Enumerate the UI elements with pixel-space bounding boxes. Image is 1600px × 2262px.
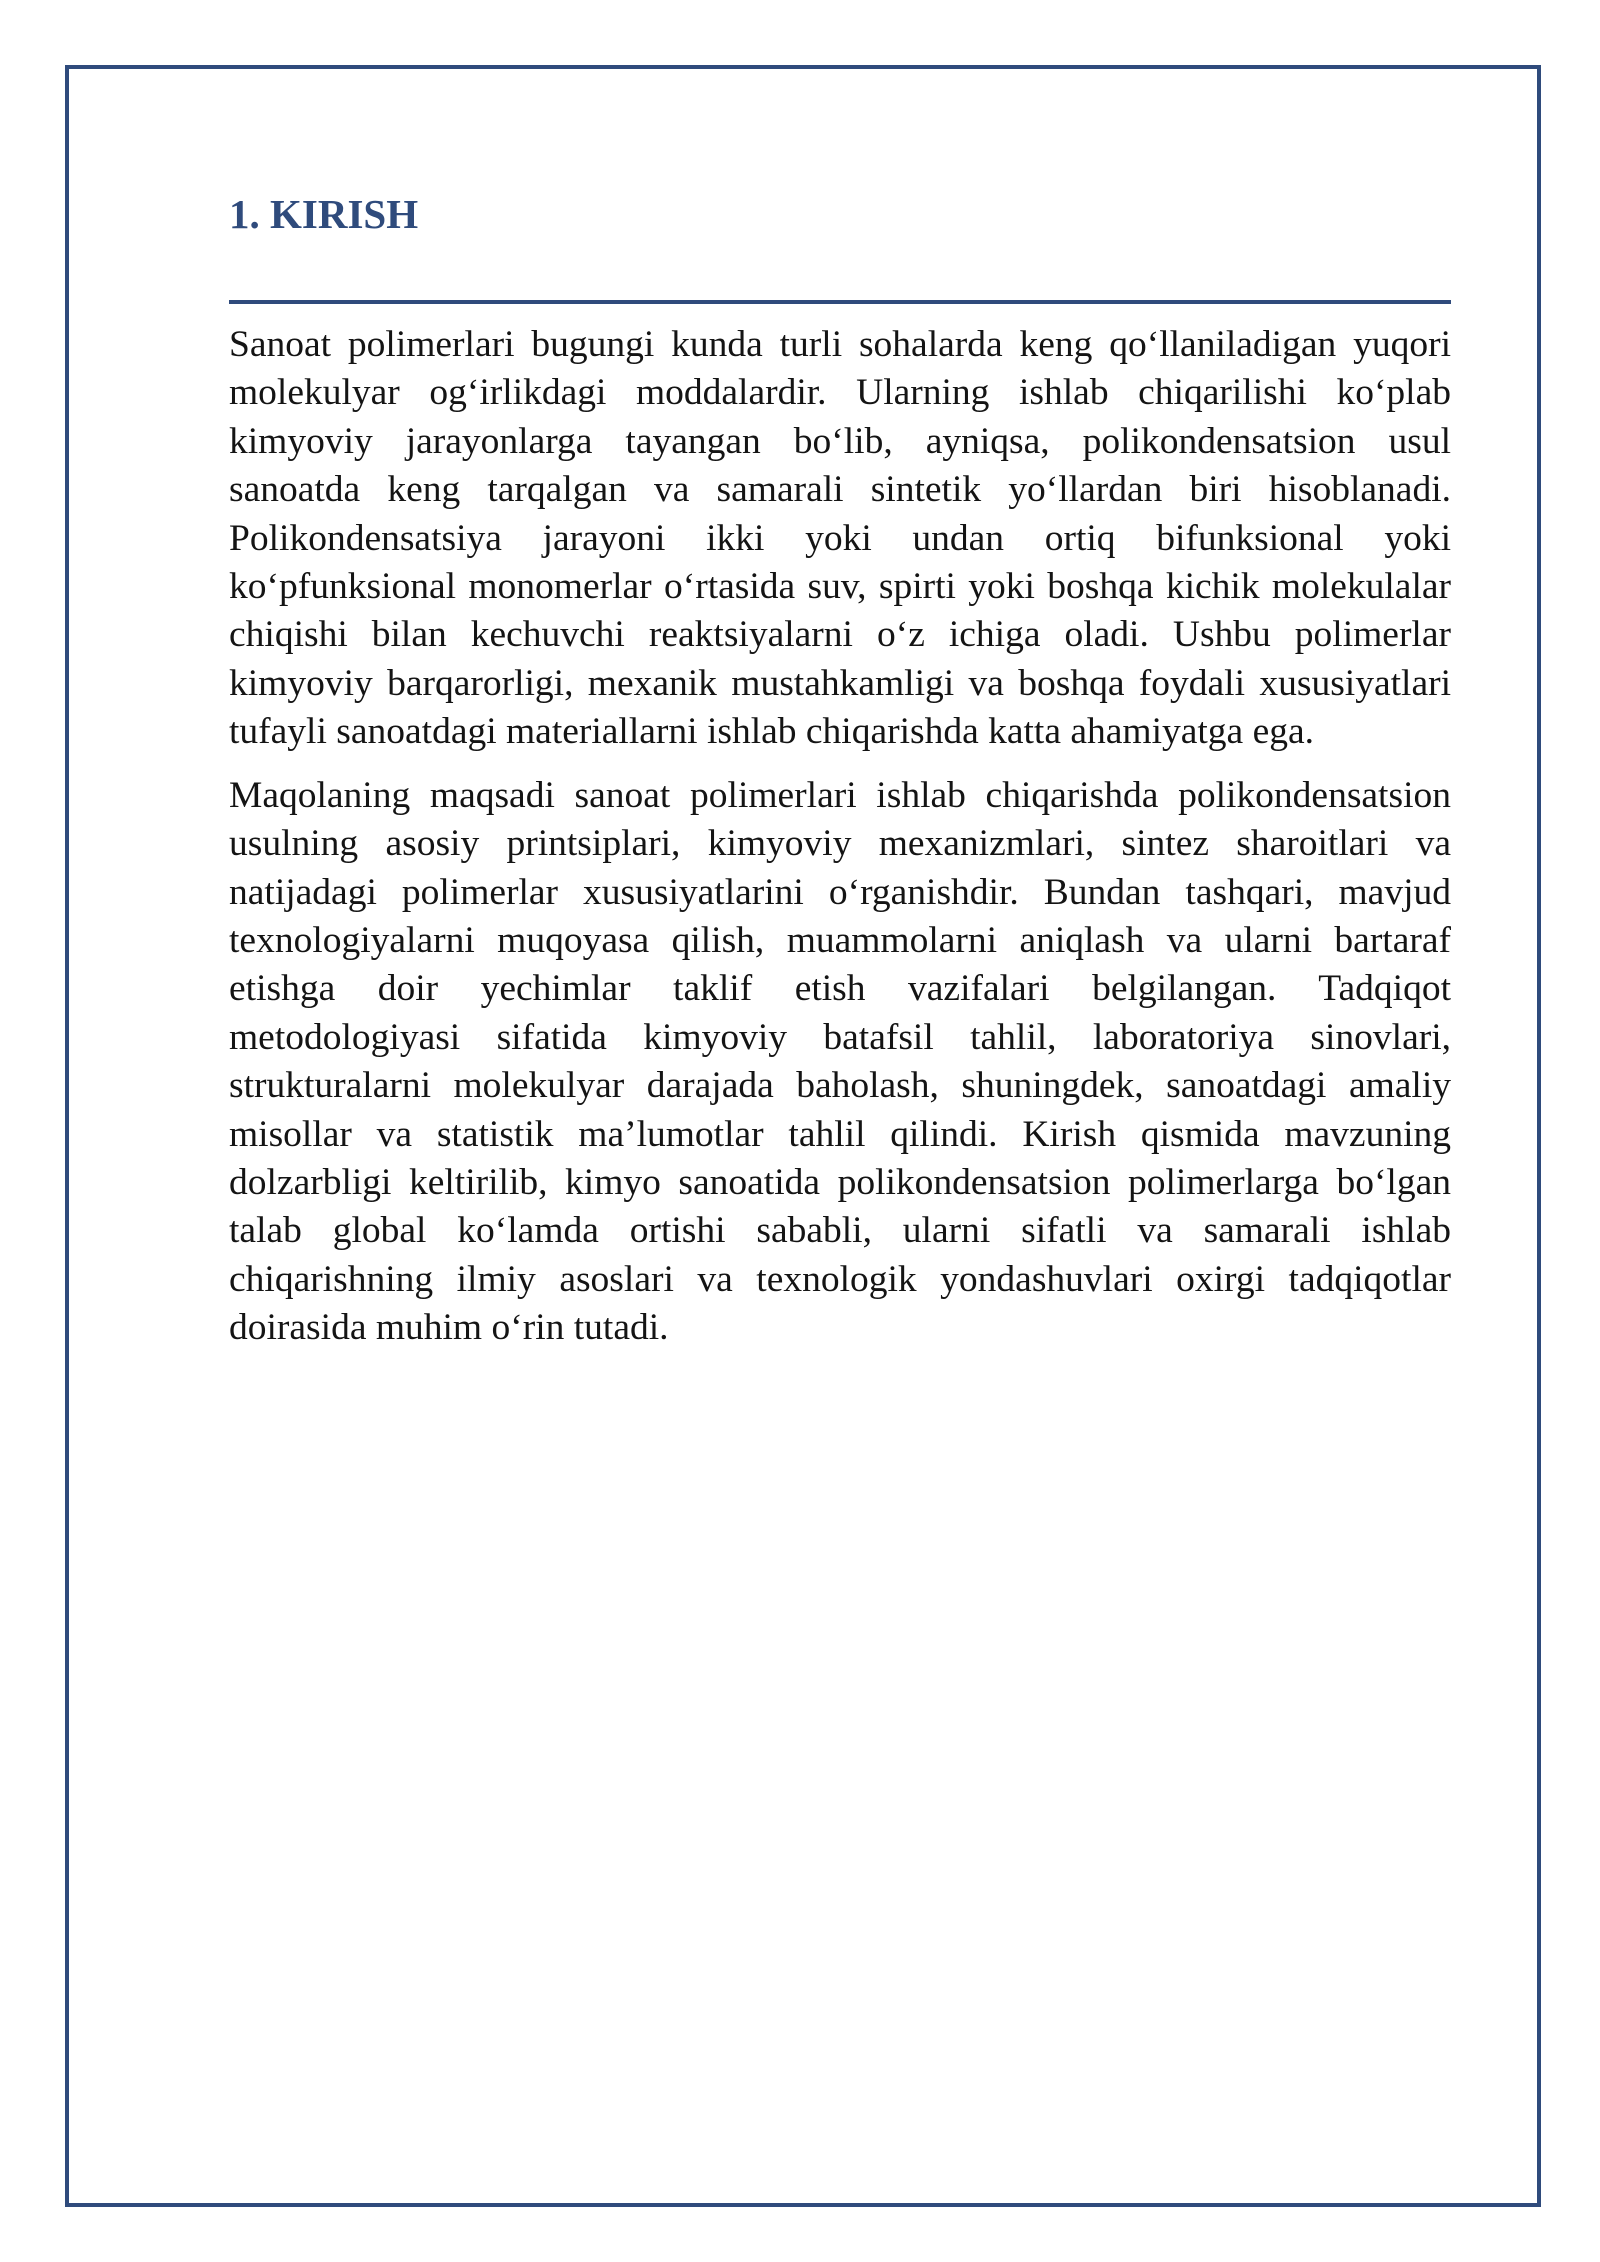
- section-heading: 1. KIRISH: [229, 191, 419, 237]
- paragraph: [229, 772, 1451, 1353]
- text-line: chiqarishning ilmiy asoslari va texnologik yondashuvlari oxirgi tadqiqotlar: [229, 1258, 1451, 1300]
- text-line: sanoatda keng tarqalgan va samarali sintetik yo‘llardan biri hisoblanadi.: [229, 469, 1451, 511]
- text-line: ko‘pfunksional monomerlar o‘rtasida suv, spirti yoki boshqa kichik molekulalar: [229, 565, 1451, 607]
- text-line: dolzarbligi keltirilib, kimyo sanoatida polikondensatsion polimerlarga bo‘lgan: [229, 1162, 1451, 1204]
- text-line: chiqishi bilan kechuvchi reaktsiyalarni o‘z ichiga oladi. Ushbu polimerlar: [229, 614, 1451, 656]
- text-line: usulning asosiy printsiplari, kimyoviy mexanizmlari, sintez sharoitlari va: [229, 823, 1451, 865]
- text-line: molekulyar og‘irlikdagi moddalardir. Ularning ishlab chiqarilishi ko‘plab: [229, 372, 1451, 414]
- text-line: tufayli sanoatdagi materiallarni ishlab chiqarishda katta ahamiyatga ega.: [229, 711, 1314, 753]
- text-line: doirasida muhim o‘rin tutadi.: [229, 1307, 669, 1349]
- text-line: misollar va statistik ma’lumotlar tahlil qilindi. Kirish qismida mavzuning: [229, 1113, 1451, 1155]
- text-line: metodologiyasi sifatida kimyoviy batafsil tahlil, laboratoriya sinovlari,: [229, 1016, 1451, 1058]
- text-line: talab global ko‘lamda ortishi sababli, ularni sifatli va samarali ishlab: [229, 1210, 1451, 1252]
- text-line: Polikondensatsiya jarayoni ikki yoki undan ortiq bifunksional yoki: [229, 517, 1451, 559]
- text-line: kimyoviy jarayonlarga tayangan bo‘lib, ayniqsa, polikondensatsion usul: [229, 420, 1451, 462]
- heading-rule: [229, 300, 1451, 304]
- text-line: strukturalarni molekulyar darajada baholash, shuningdek, sanoatdagi amaliy: [229, 1065, 1451, 1107]
- text-line: Sanoat polimerlari bugungi kunda turli sohalarda keng qo‘llaniladigan yuqori: [229, 324, 1451, 365]
- text-line: natijadagi polimerlar xususiyatlarini o‘rganishdir. Bundan tashqari, mavjud: [229, 871, 1451, 913]
- text-line: etishga doir yechimlar taklif etish vazifalari belgilangan. Tadqiqot: [229, 968, 1451, 1010]
- paragraph: [229, 321, 1451, 757]
- text-line: texnologiyalarni muqoyasa qilish, muammolarni aniqlash va ularni bartaraf: [229, 920, 1451, 962]
- section-body: [229, 321, 1451, 1368]
- text-line: kimyoviy barqarorligi, mexanik mustahkamligi va boshqa foydali xususiyatlari: [229, 662, 1451, 704]
- text-line: Maqolaning maqsadi sanoat polimerlari ishlab chiqarishda polikondensatsion: [229, 774, 1451, 816]
